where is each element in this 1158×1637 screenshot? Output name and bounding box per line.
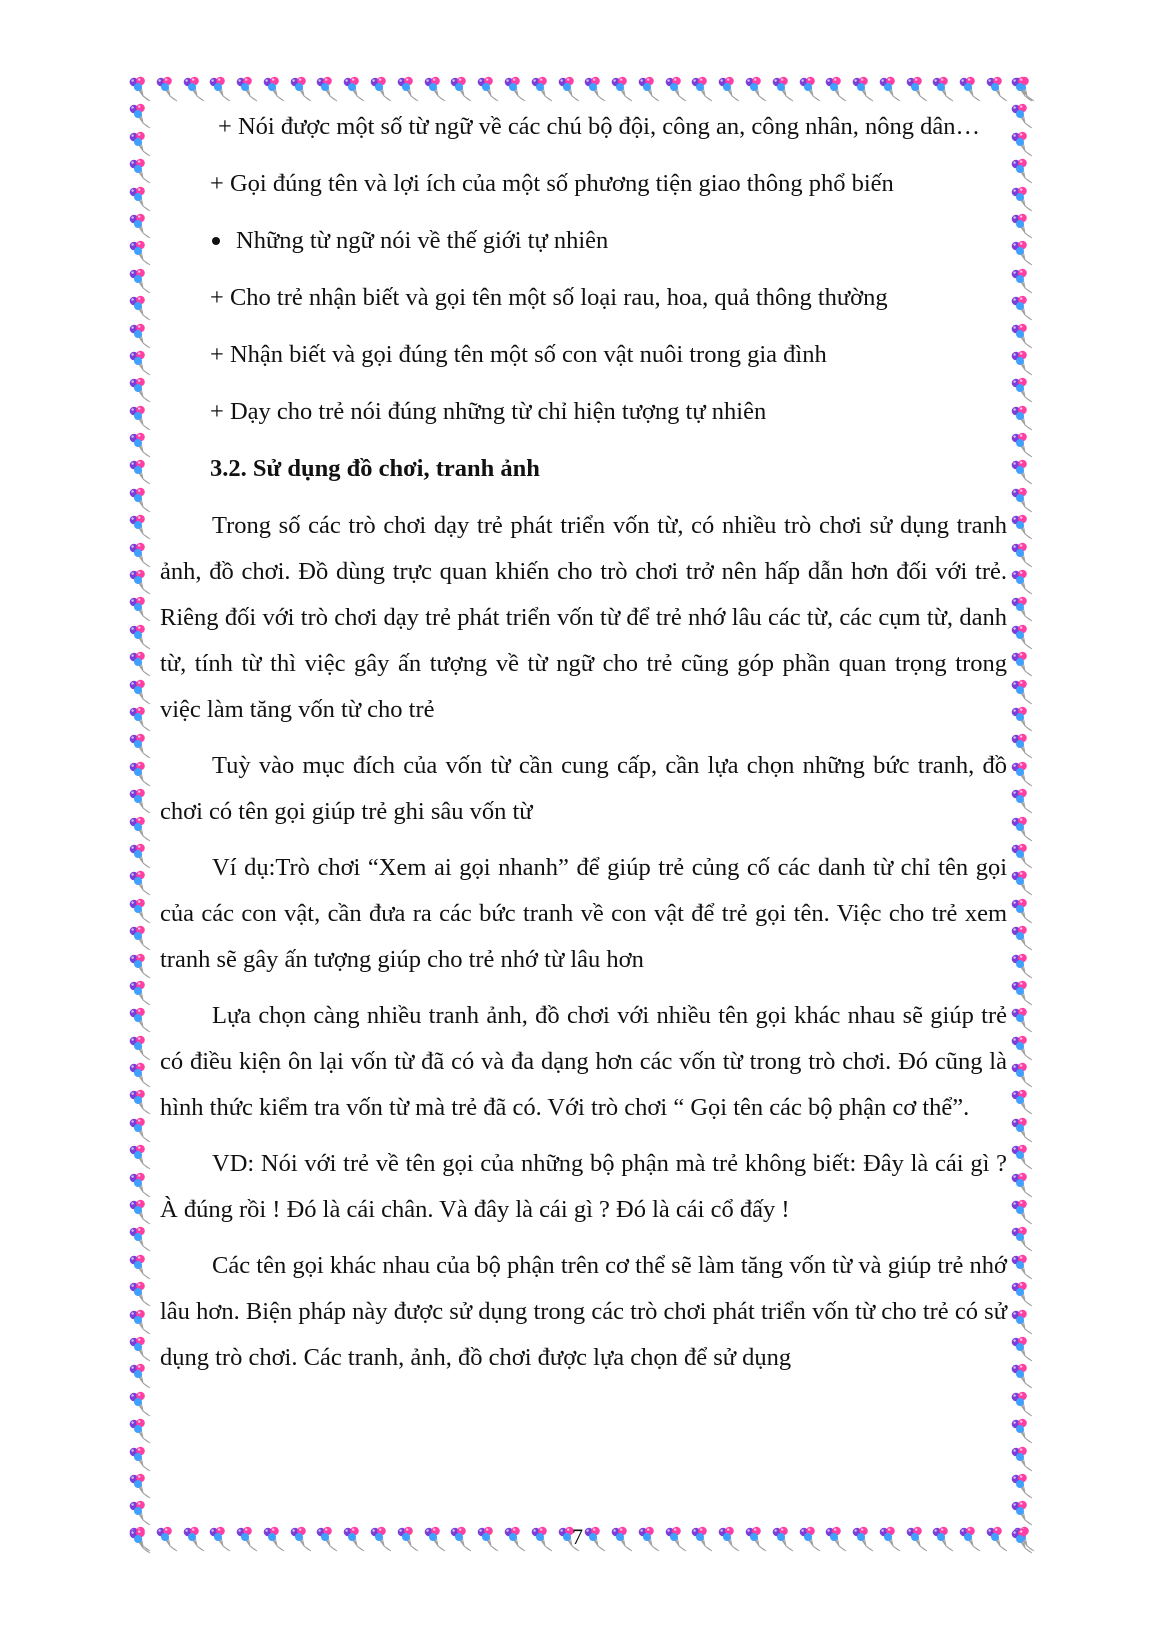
balloon-bunch-icon xyxy=(1010,240,1036,266)
balloon-bunch-icon xyxy=(637,76,663,102)
balloon-bunch-icon xyxy=(1010,1391,1036,1417)
balloon-bunch-icon xyxy=(1010,1309,1036,1335)
balloon-bunch-icon xyxy=(128,788,154,814)
balloon-bunch-icon xyxy=(1010,158,1036,184)
balloon-bunch-icon xyxy=(1010,487,1036,513)
text-line: + Nói được một số từ ngữ về các chú bộ đội, công an, công nhân, nông dân… xyxy=(218,113,980,140)
balloon-bunch-icon xyxy=(824,1526,850,1552)
balloon-bunch-icon xyxy=(128,1117,154,1143)
balloon-bunch-icon xyxy=(530,76,556,102)
balloon-bunch-icon xyxy=(128,1528,154,1554)
balloon-bunch-icon xyxy=(128,514,154,540)
border-top xyxy=(128,76,1038,104)
balloon-bunch-icon xyxy=(128,186,154,212)
balloon-bunch-icon xyxy=(369,1526,395,1552)
balloon-bunch-icon xyxy=(1010,459,1036,485)
paragraph: Lựa chọn càng nhiều tranh ảnh, đồ chơi với nhiều tên gọi khác nhau sẽ giúp trẻ có điều kiện ôn lại vốn từ đã có và đa dạng hơn các vốn từ trong trò chơi. Đó cũng là hình thức kiểm tra vốn từ mà trẻ đã có. Với trò chơi “ Gọi tên các bộ phận cơ thể”. xyxy=(160,1002,1007,1121)
balloon-bunch-icon xyxy=(1010,1446,1036,1472)
paragraph: Trong số các trò chơi dạy trẻ phát triển vốn từ, có nhiều trò chơi sử dụng tranh ảnh, đồ chơi. Đồ dùng trực quan khiến cho trò chơi trở nên hấp dẫn hơn đối với trẻ. Riêng đối với trò chơi dạy trẻ phát triển vốn từ để trẻ nhớ lâu các từ, các cụm từ, danh từ, tính từ thì việc gây ấn tượng về từ ngữ cho trẻ cũng góp phần quan trọng trong việc làm tăng vốn từ cho trẻ xyxy=(160,512,1007,723)
balloon-bunch-icon xyxy=(128,1144,154,1170)
balloon-bunch-icon xyxy=(1010,733,1036,759)
balloon-bunch-icon xyxy=(1010,870,1036,896)
balloon-bunch-icon xyxy=(1010,1062,1036,1088)
paragraph: Các tên gọi khác nhau của bộ phận trên cơ thể sẽ làm tăng vốn từ và giúp trẻ nhớ lâu hơn. Biện pháp này được sử dụng trong các trò chơi phát triển vốn từ cho trẻ có sử dụng trò chơi. Các tranh, ảnh, đồ chơi được lựa chọn để sử dụng xyxy=(160,1252,1007,1371)
balloon-bunch-icon xyxy=(1010,706,1036,732)
balloon-bunch-icon xyxy=(128,1199,154,1225)
paragraph: VD: Nói với trẻ về tên gọi của những bộ phận mà trẻ không biết: Đây là cái gì ? À đúng rồi ! Đó là cái chân. Và đây là cái gì ? Đó là cái cổ đấy ! xyxy=(160,1150,1007,1223)
balloon-bunch-icon xyxy=(128,131,154,157)
balloon-bunch-icon xyxy=(1010,213,1036,239)
balloon-bunch-icon xyxy=(664,76,690,102)
balloon-bunch-icon xyxy=(155,1526,181,1552)
balloon-bunch-icon xyxy=(931,76,957,102)
balloon-bunch-icon xyxy=(1010,1144,1036,1170)
balloon-bunch-icon xyxy=(1010,432,1036,458)
balloon-bunch-icon xyxy=(744,1526,770,1552)
balloon-bunch-icon xyxy=(1010,843,1036,869)
balloon-bunch-icon xyxy=(664,1526,690,1552)
balloon-bunch-icon xyxy=(1010,1418,1036,1444)
balloon-bunch-icon xyxy=(128,76,154,102)
balloon-bunch-icon xyxy=(958,1526,984,1552)
balloon-bunch-icon xyxy=(1010,980,1036,1006)
balloon-bunch-icon xyxy=(1010,788,1036,814)
text-line: + Gọi đúng tên và lợi ích của một số phương tiện giao thông phổ biến xyxy=(210,170,894,197)
balloon-bunch-icon xyxy=(128,103,154,129)
balloon-bunch-icon xyxy=(905,1526,931,1552)
balloon-bunch-icon xyxy=(128,761,154,787)
balloon-bunch-icon xyxy=(262,1526,288,1552)
balloon-bunch-icon xyxy=(128,405,154,431)
balloon-bunch-icon xyxy=(1010,624,1036,650)
balloon-bunch-icon xyxy=(128,240,154,266)
balloon-bunch-icon xyxy=(851,1526,877,1552)
balloon-bunch-icon xyxy=(128,898,154,924)
balloon-bunch-icon xyxy=(1010,1117,1036,1143)
balloon-bunch-icon xyxy=(449,1526,475,1552)
balloon-bunch-icon xyxy=(342,1526,368,1552)
balloon-bunch-icon xyxy=(1010,898,1036,924)
balloon-bunch-icon xyxy=(1010,1363,1036,1389)
balloon-bunch-icon xyxy=(128,1281,154,1307)
balloon-bunch-icon xyxy=(610,76,636,102)
balloon-bunch-icon xyxy=(128,980,154,1006)
balloon-bunch-icon xyxy=(476,76,502,102)
balloon-bunch-icon xyxy=(1010,1199,1036,1225)
balloon-bunch-icon xyxy=(128,1363,154,1389)
balloon-bunch-icon xyxy=(128,843,154,869)
balloon-bunch-icon xyxy=(690,76,716,102)
balloon-bunch-icon xyxy=(530,1526,556,1552)
balloon-bunch-icon xyxy=(128,459,154,485)
balloon-bunch-icon xyxy=(931,1526,957,1552)
balloon-bunch-icon xyxy=(396,76,422,102)
balloon-bunch-icon xyxy=(128,213,154,239)
balloon-bunch-icon xyxy=(128,1035,154,1061)
balloon-bunch-icon xyxy=(583,76,609,102)
balloon-bunch-icon xyxy=(1010,761,1036,787)
balloon-bunch-icon xyxy=(128,953,154,979)
balloon-bunch-icon xyxy=(128,1309,154,1335)
balloon-bunch-icon xyxy=(1010,103,1036,129)
balloon-bunch-icon xyxy=(1010,679,1036,705)
balloon-bunch-icon xyxy=(985,76,1011,102)
balloon-bunch-icon xyxy=(128,1418,154,1444)
balloon-bunch-icon xyxy=(423,1526,449,1552)
balloon-bunch-icon xyxy=(798,76,824,102)
balloon-bunch-icon xyxy=(1010,1007,1036,1033)
balloon-bunch-icon xyxy=(128,1446,154,1472)
balloon-bunch-icon xyxy=(449,76,475,102)
balloon-bunch-icon xyxy=(1010,1089,1036,1115)
balloon-bunch-icon xyxy=(771,76,797,102)
balloon-bunch-icon xyxy=(128,268,154,294)
page-number: 7 xyxy=(572,1524,583,1549)
balloon-bunch-icon xyxy=(851,76,877,102)
balloon-bunch-icon xyxy=(744,76,770,102)
balloon-bunch-icon xyxy=(235,1526,261,1552)
balloon-bunch-icon xyxy=(1010,1500,1036,1526)
balloon-bunch-icon xyxy=(128,651,154,677)
balloon-bunch-icon xyxy=(289,1526,315,1552)
balloon-bunch-icon xyxy=(583,1526,609,1552)
page-content xyxy=(160,104,1007,1391)
border-right xyxy=(1010,76,1038,1554)
balloon-bunch-icon xyxy=(128,1254,154,1280)
balloon-bunch-icon xyxy=(824,76,850,102)
balloon-bunch-icon xyxy=(128,377,154,403)
balloon-bunch-icon xyxy=(1010,268,1036,294)
balloon-bunch-icon xyxy=(1010,651,1036,677)
border-left xyxy=(128,76,156,1554)
balloon-bunch-icon xyxy=(1010,1281,1036,1307)
balloon-bunch-icon xyxy=(289,76,315,102)
balloon-bunch-icon xyxy=(1010,925,1036,951)
balloon-bunch-icon xyxy=(958,76,984,102)
section-heading: 3.2. Sử dụng đồ chơi, tranh ảnh xyxy=(210,455,540,482)
balloon-bunch-icon xyxy=(878,1526,904,1552)
bullet-text: Những từ ngữ nói về thế giới tự nhiên xyxy=(236,227,609,254)
balloon-bunch-icon xyxy=(1010,1035,1036,1061)
balloon-bunch-icon xyxy=(128,1226,154,1252)
balloon-bunch-icon xyxy=(717,76,743,102)
balloon-bunch-icon xyxy=(128,1391,154,1417)
balloon-bunch-icon xyxy=(315,76,341,102)
balloon-bunch-icon xyxy=(262,76,288,102)
balloon-bunch-icon xyxy=(128,350,154,376)
balloon-bunch-icon xyxy=(1010,377,1036,403)
balloon-bunch-icon xyxy=(1010,1254,1036,1280)
balloon-bunch-icon xyxy=(182,76,208,102)
balloon-bunch-icon xyxy=(905,76,931,102)
text-line: + Dạy cho trẻ nói đúng những từ chỉ hiện tượng tự nhiên xyxy=(210,398,767,425)
balloon-bunch-icon xyxy=(1010,350,1036,376)
balloon-bunch-icon xyxy=(423,76,449,102)
balloon-bunch-icon xyxy=(1010,295,1036,321)
balloon-bunch-icon xyxy=(235,76,261,102)
paragraph: Tuỳ vào mục đích của vốn từ cần cung cấp, cần lựa chọn những bức tranh, đồ chơi có tên gọi giúp trẻ ghi sâu vốn từ xyxy=(160,752,1007,825)
balloon-bunch-icon xyxy=(610,1526,636,1552)
balloon-bunch-icon xyxy=(1010,1336,1036,1362)
balloon-bunch-icon xyxy=(128,432,154,458)
balloon-bunch-icon xyxy=(1010,1172,1036,1198)
balloon-bunch-icon xyxy=(128,158,154,184)
balloon-bunch-icon xyxy=(1010,569,1036,595)
balloon-bunch-icon xyxy=(1010,186,1036,212)
balloon-bunch-icon xyxy=(128,925,154,951)
balloon-bunch-icon xyxy=(128,1473,154,1499)
balloon-bunch-icon xyxy=(1010,323,1036,349)
bullet-icon xyxy=(212,237,220,245)
balloon-bunch-icon xyxy=(128,1089,154,1115)
balloon-bunch-icon xyxy=(1010,542,1036,568)
balloon-bunch-icon xyxy=(369,76,395,102)
balloon-bunch-icon xyxy=(342,76,368,102)
balloon-bunch-icon xyxy=(128,624,154,650)
balloon-bunch-icon xyxy=(1010,131,1036,157)
balloon-bunch-icon xyxy=(1010,596,1036,622)
balloon-bunch-icon xyxy=(1010,405,1036,431)
balloon-bunch-icon xyxy=(182,1526,208,1552)
border-bottom xyxy=(128,1526,1038,1554)
balloon-bunch-icon xyxy=(128,1336,154,1362)
balloon-bunch-icon xyxy=(128,569,154,595)
balloon-bunch-icon xyxy=(128,487,154,513)
balloon-bunch-icon xyxy=(1010,1226,1036,1252)
balloon-bunch-icon xyxy=(690,1526,716,1552)
balloon-bunch-icon xyxy=(503,1526,529,1552)
balloon-bunch-icon xyxy=(128,1062,154,1088)
balloon-bunch-icon xyxy=(771,1526,797,1552)
balloon-bunch-icon xyxy=(128,295,154,321)
balloon-bunch-icon xyxy=(128,1007,154,1033)
balloon-bunch-icon xyxy=(128,542,154,568)
balloon-bunch-icon xyxy=(637,1526,663,1552)
balloon-bunch-icon xyxy=(128,870,154,896)
balloon-bunch-icon xyxy=(396,1526,422,1552)
balloon-bunch-icon xyxy=(128,679,154,705)
balloon-bunch-icon xyxy=(128,733,154,759)
balloon-bunch-icon xyxy=(128,1500,154,1526)
balloon-bunch-icon xyxy=(128,706,154,732)
balloon-bunch-icon xyxy=(1010,514,1036,540)
balloon-bunch-icon xyxy=(128,816,154,842)
balloon-bunch-icon xyxy=(128,1172,154,1198)
balloon-bunch-icon xyxy=(1010,1528,1036,1554)
balloon-bunch-icon xyxy=(208,1526,234,1552)
balloon-bunch-icon xyxy=(476,1526,502,1552)
balloon-bunch-icon xyxy=(1010,816,1036,842)
balloon-bunch-icon xyxy=(155,76,181,102)
bullet-line xyxy=(160,218,1007,264)
balloon-bunch-icon xyxy=(128,323,154,349)
paragraph: Ví dụ:Trò chơi “Xem ai gọi nhanh” để giúp trẻ củng cố các danh từ chỉ tên gọi của các con vật, cần đưa ra các bức tranh về con vật để trẻ gọi tên. Việc cho trẻ xem tranh sẽ gây ấn tượng giúp cho trẻ nhớ từ lâu hơn xyxy=(160,854,1007,973)
balloon-bunch-icon xyxy=(503,76,529,102)
balloon-bunch-icon xyxy=(1010,76,1036,102)
balloon-bunch-icon xyxy=(1010,1473,1036,1499)
balloon-bunch-icon xyxy=(208,76,234,102)
balloon-bunch-icon xyxy=(128,596,154,622)
balloon-bunch-icon xyxy=(717,1526,743,1552)
balloon-bunch-icon xyxy=(315,1526,341,1552)
balloon-bunch-icon xyxy=(557,76,583,102)
text-line: + Cho trẻ nhận biết và gọi tên một số loại rau, hoa, quả thông thường xyxy=(210,284,888,311)
text-line: + Nhận biết và gọi đúng tên một số con vật nuôi trong gia đình xyxy=(210,341,827,368)
balloon-bunch-icon xyxy=(1010,953,1036,979)
balloon-bunch-icon xyxy=(798,1526,824,1552)
balloon-bunch-icon xyxy=(985,1526,1011,1552)
balloon-bunch-icon xyxy=(878,76,904,102)
